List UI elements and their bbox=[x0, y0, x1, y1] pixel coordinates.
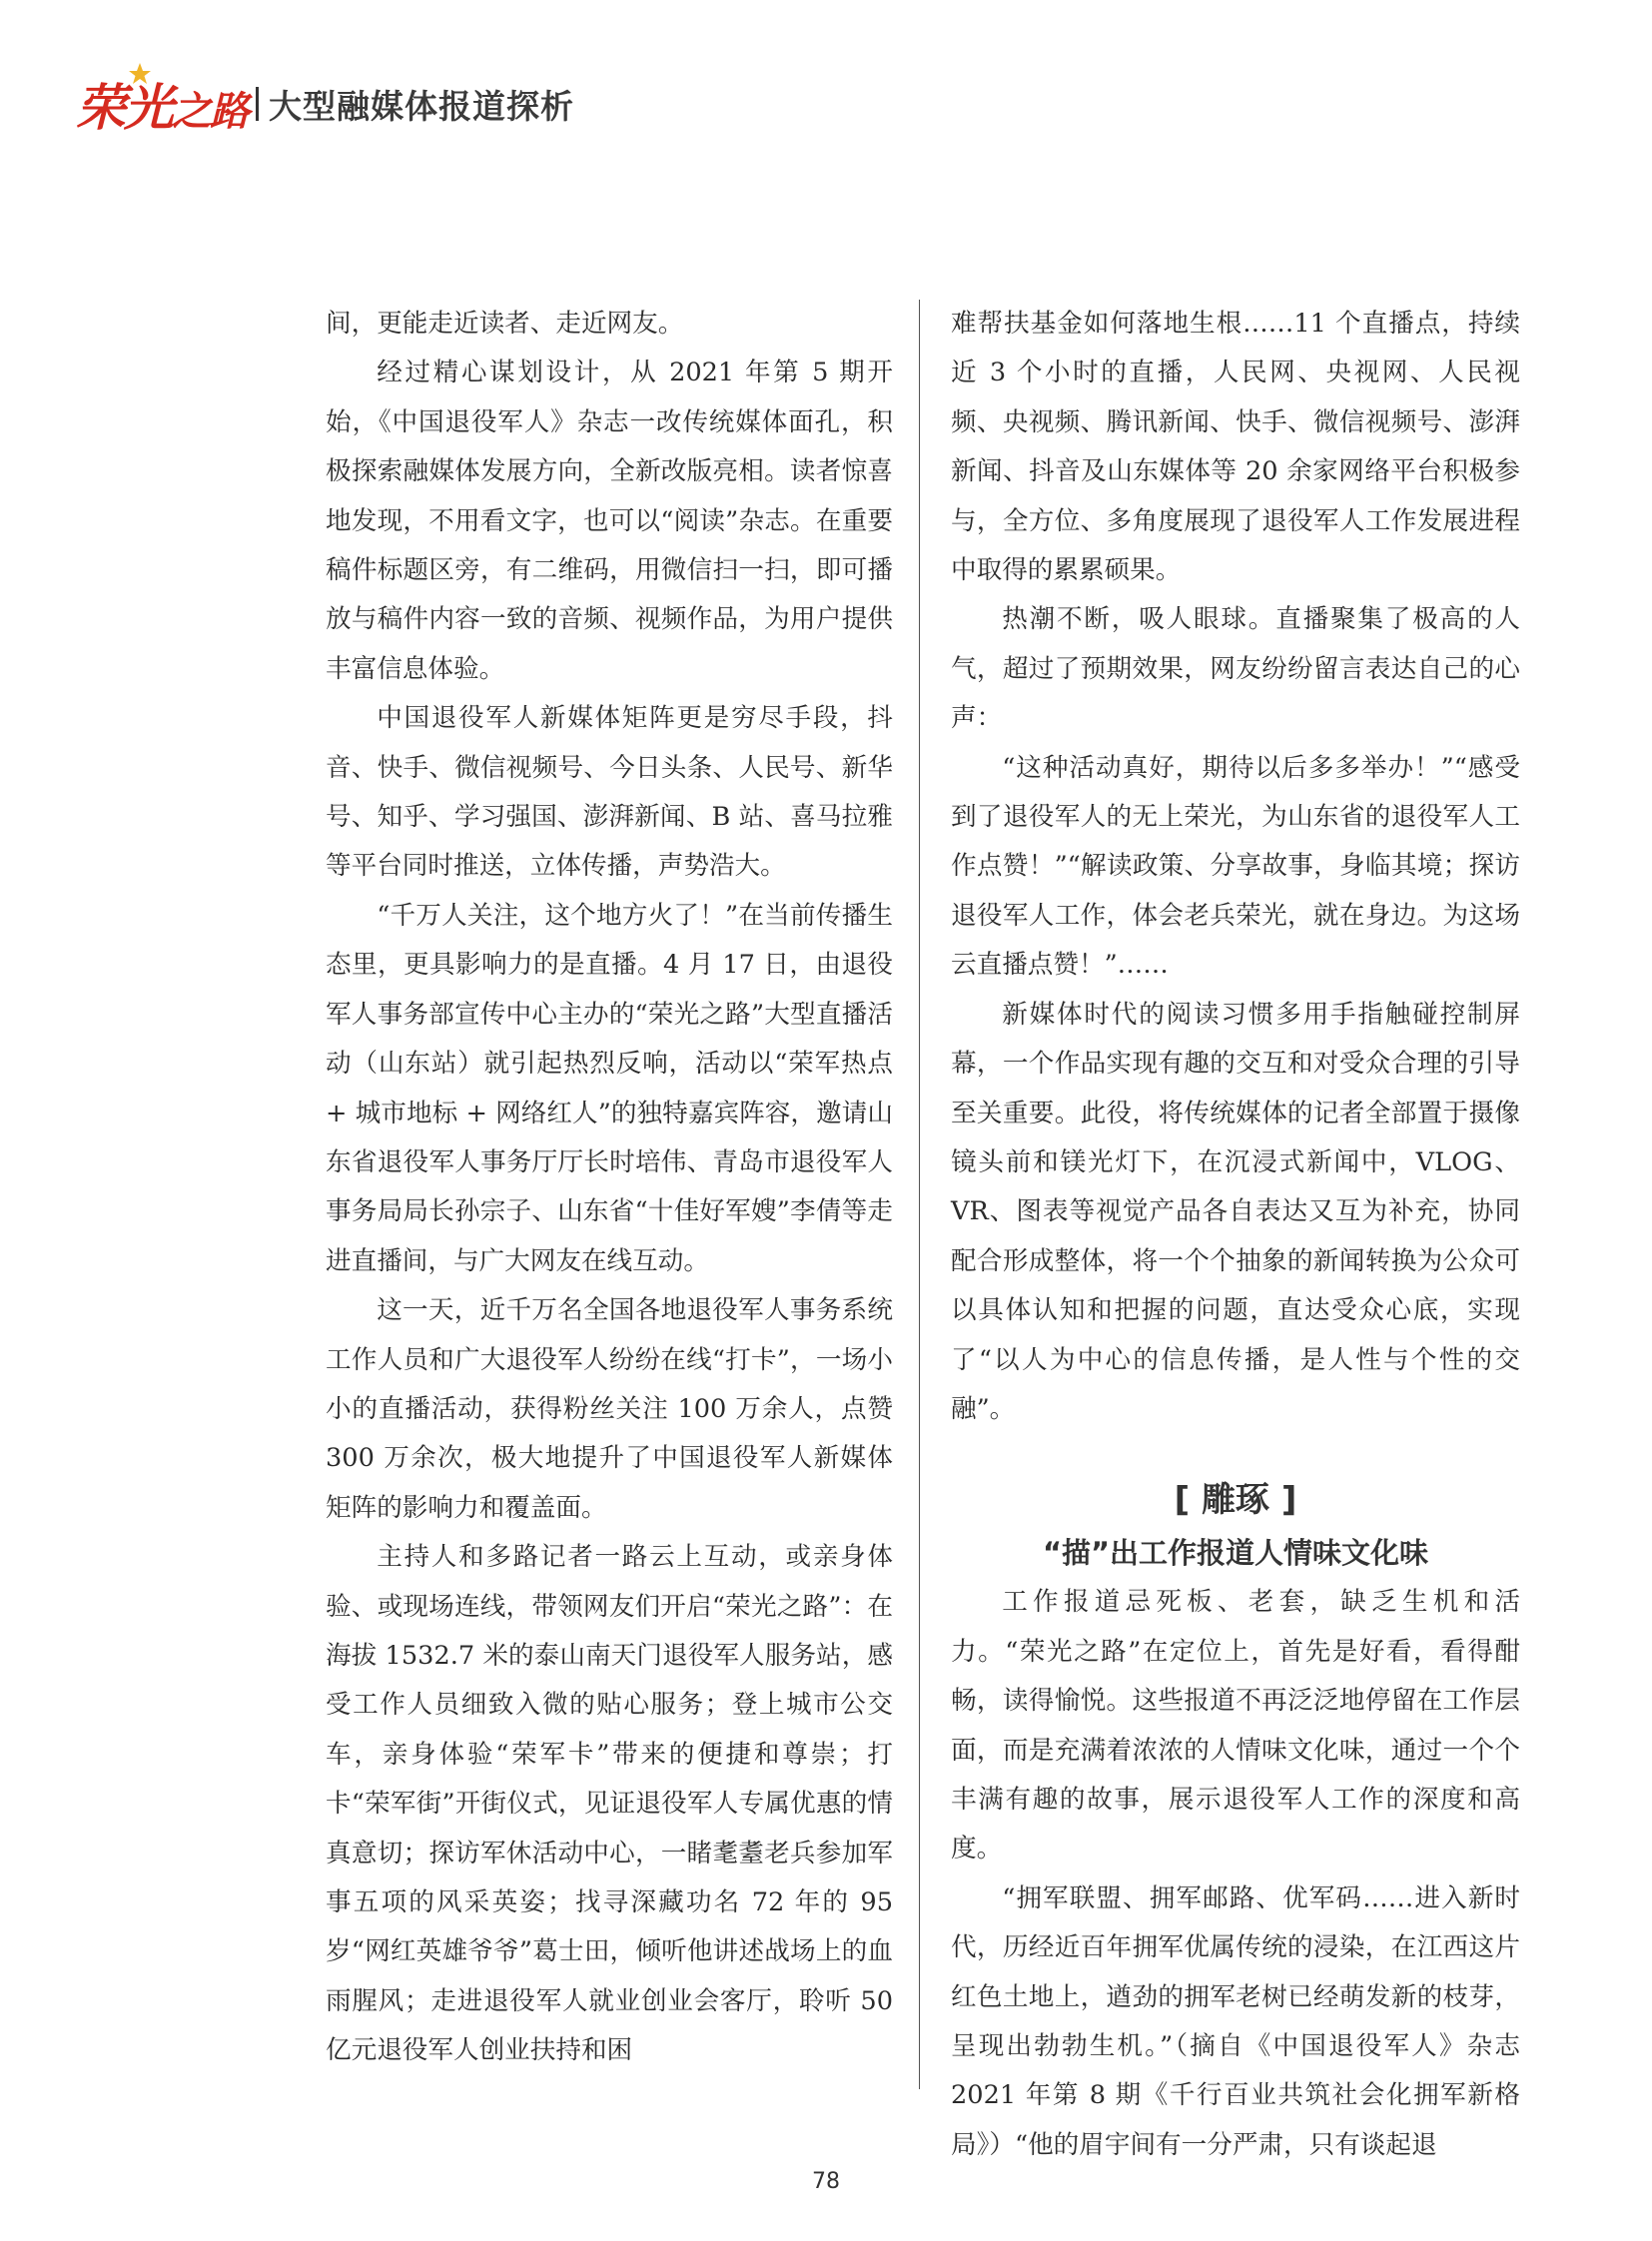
paragraph: 难帮扶基金如何落地生根……11 个直播点，持续近 3 个小时的直播，人民网、央视网、人民视频、央视频、腾讯新闻、快手、微信视频号、澎湃新闻、抖音及山东媒体等 20 余家网络平台积极参与，全方位、多角度展现了退役军人工作发展进程中取得的累累硕果。 bbox=[951, 309, 1520, 586]
section-subtitle: “描”出工作报道人情味文化味 bbox=[1042, 1536, 1429, 1571]
column-divider bbox=[919, 300, 920, 2089]
left-column bbox=[326, 300, 893, 2076]
logo-text-part1: 荣光 bbox=[76, 79, 172, 137]
paragraph: 工作报道忌死板、老套，缺乏生机和活力。“荣光之路”在定位上，首先是好看，看得酣畅，读得愉悦。这些报道不再泛泛地停留在工作层面，而是充满着浓浓的人情味文化味，通过一个个丰满有趣的故事，展示退役军人工作的深度和高度。 bbox=[951, 1587, 1520, 1865]
paragraph: 间，更能走近读者、走近网友。 bbox=[326, 309, 684, 339]
page-number: 78 bbox=[812, 2169, 840, 2194]
star-icon bbox=[128, 62, 152, 86]
section-title: [ 雕琢 ] bbox=[1174, 1480, 1297, 1521]
paragraph: “拥军联盟、拥军邮路、优军码……进入新时代，历经近百年拥军优属传统的浸染，在江西这片红色土地上，遒劲的拥军老树已经萌发新的枝芽，呈现出勃勃生机。”（摘自《中国退役军人》杂志 2021 年第 8 期《千行百业共筑社会化拥军新格局》）“他的眉宇间有一分严肃，只有谈起退 bbox=[951, 1882, 1520, 2160]
brand-logo bbox=[76, 68, 248, 140]
paragraph: 中国退役军人新媒体矩阵更是穷尽手段，抖音、快手、微信视频号、今日头条、人民号、新华号、知乎、学习强国、澎湃新闻、B 站、喜马拉雅等平台同时推送，立体传播，声势浩大。 bbox=[326, 703, 893, 882]
header-subtitle: 大型融媒体报道探析 bbox=[269, 86, 574, 126]
running-header bbox=[76, 74, 574, 137]
paragraph: 新媒体时代的阅读习惯多用手指触碰控制屏幕，一个作品实现有趣的交互和对受众合理的引导至关重要。此役，将传统媒体的记者全部置于摄像镜头前和镁光灯下，在沉浸式新闻中，VLOG、VR、图表等视觉产品各自表达又互为补充，协同配合形成整体，将一个个抽象的新闻转换为公众可以具体认知和把握的问题，直达受众心底，实现了“以人为中心的信息传播，是人性与个性的交融”。 bbox=[951, 999, 1520, 1424]
paragraph: 热潮不断，吸人眼球。直播聚集了极高的人气，超过了预期效果，网友纷纷留言表达自己的心声： bbox=[951, 604, 1520, 734]
paragraph: 经过精心谋划设计，从 2021 年第 5 期开始，《中国退役军人》杂志一改传统媒体面孔，积极探索融媒体发展方向，全新改版亮相。读者惊喜地发现，不用看文字，也可以“阅读”杂志。在重要稿件标题区旁，有二维码，用微信扫一扫，即可播放与稿件内容一致的音频、视频作品，为用户提供丰富信息体验。 bbox=[326, 358, 893, 684]
header-separator bbox=[256, 87, 259, 121]
paragraph: “这种活动真好，期待以后多多举办！”“感受到了退役军人的无上荣光，为山东省的退役军人工作点赞！”“解读政策、分享故事，身临其境；探访退役军人工作，体会老兵荣光，就在身边。为这场云直播点赞！”…… bbox=[951, 752, 1520, 981]
paragraph: “千万人关注，这个地方火了！”在当前传播生态里，更具影响力的是直播。4 月 17 日，由退役军人事务部宣传中心主办的“荣光之路”大型直播活动（山东站）就引起热烈反响，活动以“荣军热点 + 城市地标 + 网络红人”的独特嘉宾阵容，邀请山东省退役军人事务厅厅长时培伟、青岛市退役军人事务局局长孙宗子、山东省“十佳好军嫂”李倩等走进直播间，与广大网友在线互动。 bbox=[326, 900, 893, 1276]
paragraph: 这一天，近千万名全国各地退役军人事务系统工作人员和广大退役军人纷纷在线“打卡”，一场小小的直播活动，获得粉丝关注 100 万余人，点赞 300 万余次，极大地提升了中国退役军人新媒体矩阵的影响力和覆盖面。 bbox=[326, 1295, 893, 1523]
logo-text-part2: 之路 bbox=[172, 89, 248, 135]
right-column bbox=[951, 300, 1520, 2170]
paragraph: 主持人和多路记者一路云上互动，或亲身体验、或现场连线，带领网友们开启“荣光之路”：在海拔 1532.7 米的泰山南天门退役军人服务站，感受工作人员细致入微的贴心服务；登上城市公交车，亲身体验“荣军卡”带来的便捷和尊崇；打卡“荣军街”开街仪式，见证退役军人专属优惠的情真意切；探访军休活动中心，一睹耄耋老兵参加军事五项的风采英姿；找寻深藏功名 72 年的 95 岁“网红英雄爷爷”葛士田，倾听他讲述战场上的血雨腥风；走进退役军人就业创业会客厅，聆听 50 亿元退役军人创业扶持和困 bbox=[326, 1542, 893, 2066]
